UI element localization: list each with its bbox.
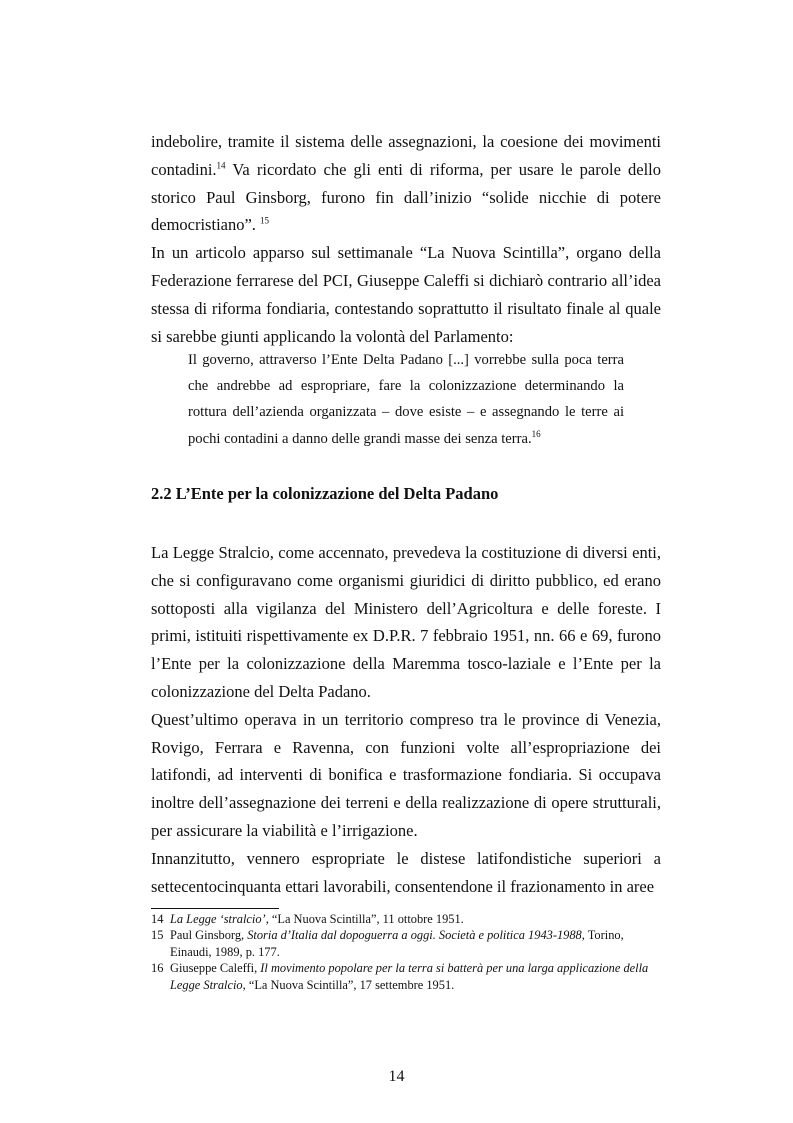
footnote-title: Storia d’Italia dal dopoguerra a oggi. Società e politica 1943-1988 (247, 928, 582, 943)
footnote-author: Paul Ginsborg, (170, 928, 248, 943)
paragraph-caleffi: In un articolo apparso sul settimanale “La Nuova Scintilla”, organo della Federazione ferrarese del PCI, Giuseppe Caleffi si dichiarò contrario all’idea stessa di riforma fondiaria, contestando soprattutto il risultato finale al quale si sarebbe giunti applicando la volontà del Parlamento: (151, 243, 661, 346)
block-quote (188, 347, 624, 452)
footnote-number: 16 (151, 961, 164, 976)
footnote-ref-16: 16 (531, 428, 541, 439)
footnote-separator (151, 908, 279, 909)
section-heading: 2.2 L’Ente per la colonizzazione del Delta Padano (151, 484, 499, 503)
footnote-rest: , “La Nuova Scintilla”, 17 settembre 1951. (242, 977, 455, 992)
footnote-title: Il movimento popolare per la terra si batterà per una larga applicazione della Legge Stralcio (170, 961, 649, 992)
footnote-rest: , “La Nuova Scintilla”, 11 ottobre 1951. (265, 912, 464, 926)
footnote-number: 14 (151, 912, 164, 926)
footnote-14 (151, 911, 663, 927)
footnote-author: Giuseppe Caleffi, (170, 961, 261, 976)
page-number: 14 (388, 1068, 405, 1085)
footnote-rest: , Torino, Einaudi, 1989, p. 177. (170, 928, 624, 959)
quote-paragraph (188, 347, 624, 452)
section-paragraph: La Legge Stralcio, come accennato, prevedeva la costituzione di diversi enti, che si configuravano come organismi giuridici di diritto pubblico, ed erano sottoposti alla vigilanza del Ministero dell’Agricoltura e delle foreste. I primi, istituiti rispettivamente ex D.P.R. 7 febbraio 1951, nn. 66 e 69, furono l’Ente per la colonizzazione della Maremma tosco-laziale e l’Ente per la colonizzazione del Delta Padano. (151, 543, 661, 701)
footnote-title: La Legge ‘stralcio’ (170, 912, 266, 926)
footnote-text (170, 960, 663, 993)
footnote-16 (151, 960, 663, 993)
footnote-15 (151, 927, 663, 960)
quote-text: Il governo, attraverso l’Ente Delta Padano [...] vorrebbe sulla poca terra che andrebbe ad espropriare, fare la colonizzazione determinando la rottura dell’azienda organizzata – dove esiste – e assegnando le terre ai pochi contadini a danno delle grandi masse dei senza terra. (188, 352, 624, 447)
footnotes (151, 911, 663, 993)
footnote-ref-14: 14 (216, 160, 226, 171)
paragraph-text: indebolire, tramite il sistema delle assegnazioni, la coesione dei movimenti contadini. (151, 132, 661, 179)
paragraph-continuation (151, 128, 661, 239)
footnote-text (170, 927, 663, 960)
section-paragraph: Quest’ultimo operava in un territorio compreso tra le province di Venezia, Rovigo, Ferrara e Ravenna, con funzioni volte all’espropriazione dei latifondi, ad interventi di bonifica e trasformazione fondiaria. Si occupava inoltre dell’assegnazione dei terreni e della realizzazione di opere strutturali, per assicurare la viabilità e l’irrigazione. (151, 709, 661, 840)
footnote-text (170, 911, 663, 927)
paragraph-text: Va ricordato che gli enti di riforma, per usare le parole dello storico Paul Ginsborg, furono fin dall’inizio “solide nicchie di potere democristiano”. (151, 159, 661, 235)
section-paragraph: Innanzitutto, vennero espropriate le distese latifondistiche superiori a settecentocinquanta ettari lavorabili, consentendone il frazionamento in aree (151, 848, 661, 896)
section-text (151, 539, 661, 900)
footnote-number: 15 (151, 928, 164, 943)
opening-text (151, 128, 661, 350)
footnote-ref-15: 15 (260, 215, 270, 226)
